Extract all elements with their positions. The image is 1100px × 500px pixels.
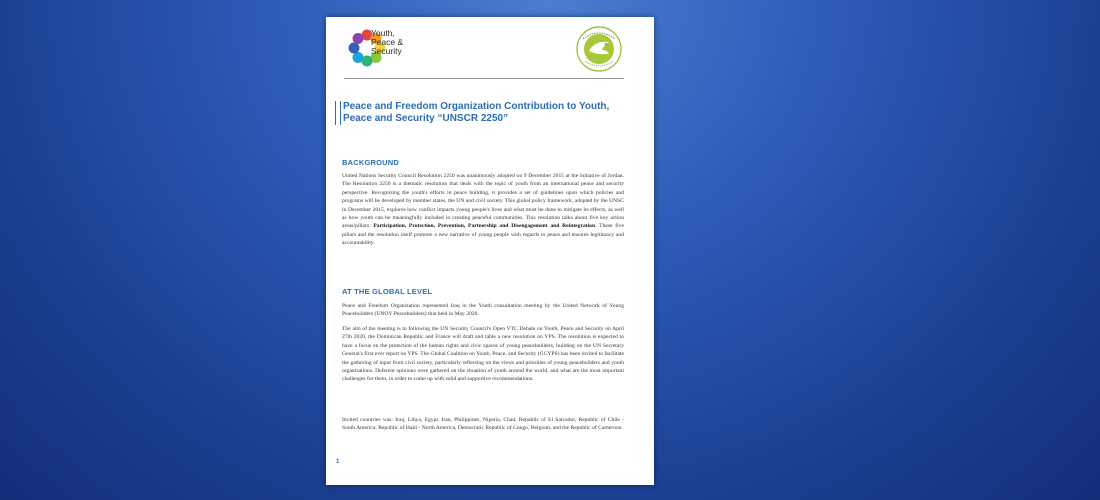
dove-emblem-icon bbox=[575, 25, 623, 73]
header-rule bbox=[344, 78, 624, 79]
section-heading-background: BACKGROUND bbox=[342, 158, 399, 167]
global-paragraph-2: The aim of the meeting is to following the UN Security Council's Open VTC Debate on Youth, Peace and Security on April 27th 2020, the Dominican Republic and France will draft and table a new resolution on YPS. The resolution is expected to have a focus on the protection of the human rights and civic spaces of young peacebuilders, building on the UN Secretary General's first ever report on YPS. The Global Coalition on Youth, Peace, and Security (GCYPS) has been invited to facilitate the gathering of input from civil society, particularly reflecting on the views and priorities of young peacebuilders and youth organizations. Deferent opinions were gathered on the situation of youth around the world, and what are the most important challenges for them, in order to come up with solid and supportive recommendations. bbox=[342, 326, 624, 383]
document-page bbox=[326, 17, 654, 485]
section-heading-global-level: AT THE GLOBAL LEVEL bbox=[342, 287, 433, 296]
background-text-start: United Nations Security Council Resolution 2250 was unanimously adopted on 9 December 2015 at the initiative of Jordan. The Resolution 2250 is a thematic resolution that deals with the topic of youth from an international peace and security perspective. Recognizing the youth's efforts in peace building, it provides a set of guidelines upon which policies and programs will be developed by member states, the UN and civil society. This global policy framework, adopted by the UNSC in December 2015, explores how conflict impacts young people's lives and what must be done to mitigate its effects, as well as how youth can be meaningfully included in creating peaceful communities. This resolution talks about five key action areas/pillars: bbox=[342, 173, 624, 230]
global-paragraph-3: Invited countries was: Iraq, Libya, Egypt, Iran, Philippines, Nigeria, Chad, Republic of El Salvador, Republic of Chile - South America, Republic of Haiti - North America, Democratic Republic of Congo, Belgium, and the Republic of Cameroon. bbox=[342, 417, 624, 432]
pillars-bold-text: Participation, Protection, Prevention, Partnership and Disengagement and Reintegration bbox=[373, 223, 596, 230]
title-accent-bar bbox=[335, 101, 341, 125]
background-text-end: . These five pillars and the resolution itself promote a new narrative of young people with regards to peace and ensures legitimacy and accountability. bbox=[342, 223, 624, 247]
page-number: 1 bbox=[336, 459, 340, 465]
global-paragraph-1: Peace and Freedom Organization represented Iraq in the Youth consultation meeting by the United Network of Young Peacebuilders (UNOY Peacebuilders) that held in May 2020. bbox=[342, 303, 624, 318]
document-title: Peace and Freedom Organization Contribution to Youth, Peace and Security “UNSCR 2250” bbox=[343, 101, 610, 124]
background-paragraph bbox=[342, 172, 624, 248]
logo-text: Youth, Peace & Security bbox=[371, 28, 404, 56]
